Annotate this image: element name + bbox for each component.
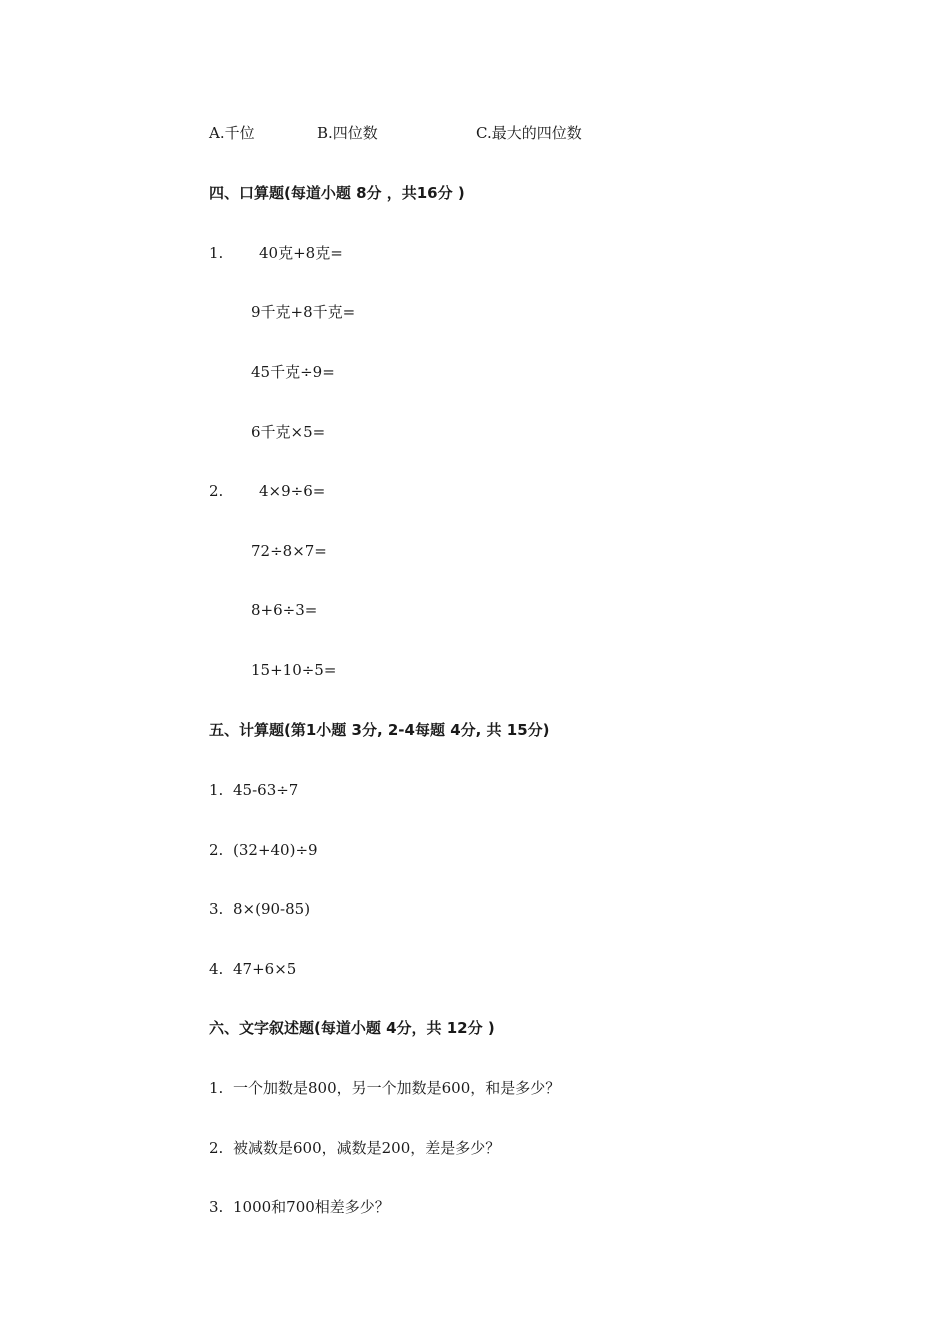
question-4-2-item: 72÷8×7=	[251, 542, 327, 560]
question-text: 40克+8克=	[259, 244, 343, 262]
question-4-1-item: 45千克÷9=	[251, 363, 335, 381]
question-number: 3.	[209, 900, 224, 918]
question-6-2	[209, 1138, 500, 1158]
question-number: 1.	[209, 1079, 224, 1097]
question-text: (32+40)÷9	[233, 841, 318, 859]
question-4-2-item: 15+10÷5=	[251, 661, 337, 679]
question-5-2	[209, 840, 318, 860]
question-text: 45-63÷7	[233, 781, 299, 799]
section-5-title: 五、计算题(第1小题 3分, 2-4每题 4分, 共 15分)	[209, 721, 550, 739]
section-4-title: 四、口算题(每道小题 8分 ，共16分 )	[209, 184, 465, 202]
question-6-1	[209, 1078, 560, 1098]
question-text: 一个加数是800，另一个加数是600，和是多少？	[233, 1079, 561, 1097]
option-a: A.千位	[209, 124, 255, 142]
option-c: C.最大的四位数	[476, 124, 582, 142]
question-text: 4×9÷6=	[259, 482, 326, 500]
option-b: B.四位数	[317, 124, 378, 142]
question-5-1	[209, 780, 298, 800]
question-number: 4.	[209, 960, 224, 978]
question-4-1-item: 6千克×5=	[251, 423, 326, 441]
question-number: 2.	[209, 482, 224, 500]
question-number: 1.	[209, 244, 224, 262]
question-number: 1.	[209, 781, 224, 799]
section-6-title: 六、文字叙述题(每道小题 4分，共 12分 )	[209, 1019, 495, 1037]
question-text: 8×(90-85)	[233, 900, 311, 918]
question-4-2-item: 8+6÷3=	[251, 601, 318, 619]
question-6-3	[209, 1197, 390, 1217]
question-number: 3.	[209, 1198, 224, 1216]
question-text: 47+6×5	[233, 960, 297, 978]
question-5-4	[209, 959, 296, 979]
question-text: 被减数是600，减数是200，差是多少？	[233, 1139, 501, 1157]
question-4-1-item: 9千克+8千克=	[251, 303, 356, 321]
question-number: 2.	[209, 1139, 224, 1157]
question-text: 1000和700相差多少？	[233, 1198, 390, 1216]
question-4-2	[209, 481, 325, 501]
question-number: 2.	[209, 841, 224, 859]
question-4-1	[209, 243, 343, 263]
question-5-3	[209, 899, 310, 919]
